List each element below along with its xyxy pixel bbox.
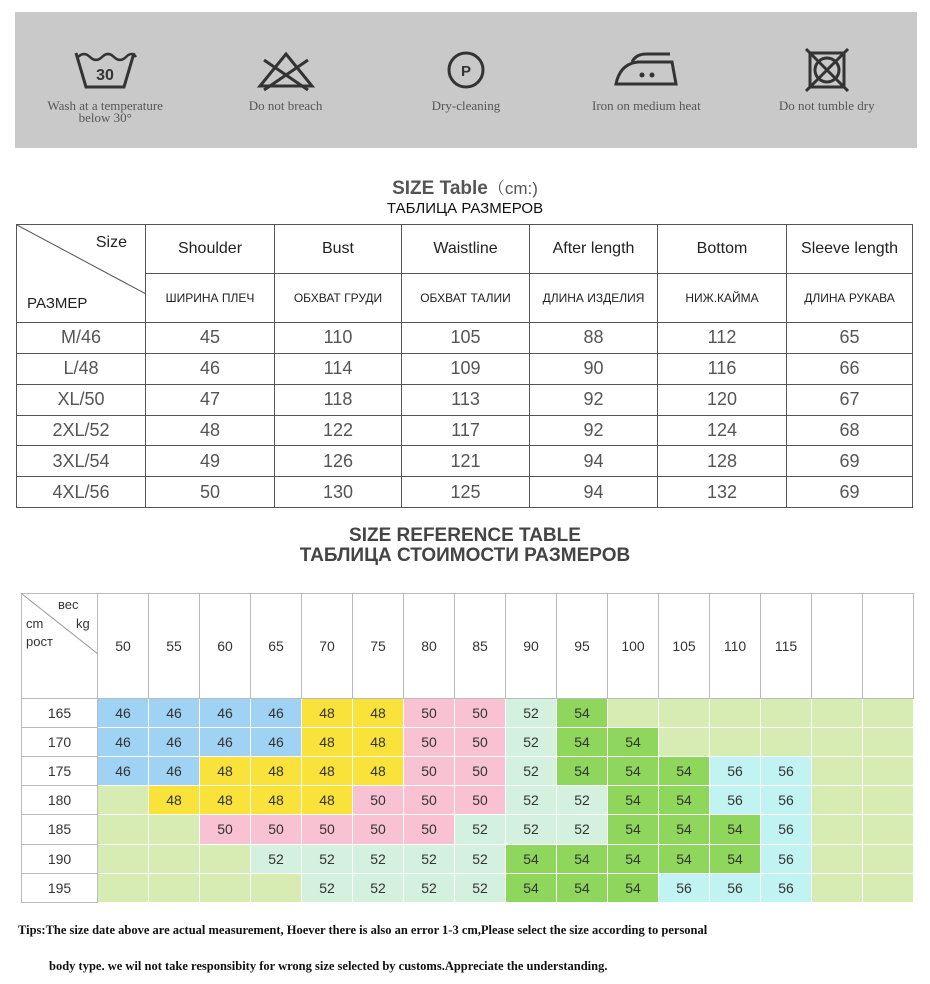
weight-header [863, 594, 914, 699]
reference-size-cell [98, 815, 149, 844]
reference-size-cell: 48 [200, 757, 251, 786]
wash-30-icon [20, 42, 190, 98]
height-header: 195 [22, 873, 98, 902]
reference-row [22, 757, 914, 786]
reference-size-cell: 54 [659, 815, 710, 844]
reference-size-cell: 54 [608, 815, 659, 844]
reference-size-cell [863, 757, 914, 786]
reference-size-cell: 50 [353, 786, 404, 815]
reference-size-cell: 52 [404, 873, 455, 902]
col-header-en: After length [530, 225, 658, 274]
reference-size-cell: 48 [302, 727, 353, 756]
tips-line-1: The size date above are actual measurement, Hoever there is also an error 1-3 cm,Please select the size according to personal [45, 923, 708, 937]
reference-size-cell: 52 [506, 727, 557, 756]
reference-size-cell: 54 [557, 844, 608, 873]
measurement-cell: 67 [787, 384, 913, 415]
col-header-ru: ДЛИНА РУКАВА [787, 274, 913, 323]
measurement-cell: 69 [787, 477, 913, 508]
reference-size-cell: 50 [455, 757, 506, 786]
reference-corner [22, 594, 98, 699]
reference-size-cell: 46 [149, 698, 200, 727]
reference-row [22, 873, 914, 902]
reference-size-cell: 56 [761, 757, 812, 786]
measurement-cell: 66 [787, 353, 913, 384]
reference-size-cell: 52 [557, 815, 608, 844]
reference-size-cell: 50 [404, 815, 455, 844]
measurement-cell: 114 [275, 353, 402, 384]
reference-size-cell: 54 [659, 757, 710, 786]
weight-header: 65 [251, 594, 302, 699]
size-cell: 4XL/56 [17, 477, 146, 508]
measurement-cell: 45 [146, 323, 275, 354]
reference-size-cell: 54 [608, 873, 659, 902]
weight-header: 105 [659, 594, 710, 699]
reference-size-cell: 54 [557, 873, 608, 902]
measurement-cell: 92 [530, 415, 658, 446]
reference-table-title [0, 526, 930, 566]
corner-size-label-ru: РАЗМЕР [27, 295, 88, 313]
care-item-bleach [201, 12, 371, 112]
care-item-tumble [742, 12, 912, 112]
reference-size-cell [863, 698, 914, 727]
weight-header: 110 [710, 594, 761, 699]
reference-size-cell: 46 [98, 698, 149, 727]
reference-size-cell: 50 [404, 698, 455, 727]
care-item-dry-clean [381, 12, 551, 112]
reference-size-cell [761, 698, 812, 727]
reference-size-cell: 50 [251, 815, 302, 844]
col-header-ru: ДЛИНА ИЗДЕЛИЯ [530, 274, 658, 323]
col-header-ru: ШИРИНА ПЛЕЧ [146, 274, 275, 323]
size-table-subtitle: ТАБЛИЦА РАЗМЕРОВ [386, 200, 544, 217]
measurement-cell: 124 [658, 415, 787, 446]
size-cell: M/46 [17, 323, 146, 354]
reference-size-cell [251, 873, 302, 902]
reference-size-cell: 54 [557, 698, 608, 727]
reference-size-cell: 56 [710, 873, 761, 902]
dry-clean-icon [381, 42, 551, 98]
reference-size-cell: 54 [557, 757, 608, 786]
reference-size-cell: 46 [98, 757, 149, 786]
size-table [16, 224, 913, 508]
reference-size-cell: 54 [608, 727, 659, 756]
size-cell: 2XL/52 [17, 415, 146, 446]
weight-header: 100 [608, 594, 659, 699]
reference-size-cell: 52 [455, 844, 506, 873]
reference-size-cell: 56 [710, 757, 761, 786]
reference-size-cell: 52 [557, 786, 608, 815]
reference-size-cell: 52 [404, 844, 455, 873]
reference-size-cell: 52 [302, 844, 353, 873]
size-row [17, 415, 913, 446]
reference-size-cell: 54 [710, 844, 761, 873]
iron-medium-icon [561, 42, 731, 98]
corner-cm: cm [26, 616, 44, 631]
height-header: 165 [22, 698, 98, 727]
reference-size-cell: 48 [302, 698, 353, 727]
care-label-tumble: Do not tumble dry [778, 98, 875, 113]
reference-size-cell: 48 [251, 757, 302, 786]
reference-size-cell [812, 815, 863, 844]
reference-size-cell: 50 [200, 815, 251, 844]
reference-row [22, 698, 914, 727]
col-header-en: Sleeve length [787, 225, 913, 274]
reference-size-cell: 52 [251, 844, 302, 873]
size-cell: L/48 [17, 353, 146, 384]
tips-note [18, 912, 923, 984]
reference-size-cell [863, 815, 914, 844]
measurement-cell: 121 [402, 446, 530, 477]
weight-header: 55 [149, 594, 200, 699]
reference-size-cell: 46 [149, 727, 200, 756]
reference-size-cell: 56 [761, 844, 812, 873]
care-label-iron: Iron on medium heat [592, 98, 701, 113]
reference-size-cell: 56 [659, 873, 710, 902]
reference-size-cell [659, 727, 710, 756]
reference-size-cell: 54 [608, 757, 659, 786]
reference-size-cell: 54 [659, 844, 710, 873]
reference-size-cell: 48 [251, 786, 302, 815]
measurement-cell: 109 [402, 353, 530, 384]
weight-header: 115 [761, 594, 812, 699]
reference-size-cell [98, 786, 149, 815]
reference-row [22, 815, 914, 844]
reference-size-cell [149, 873, 200, 902]
measurement-cell: 126 [275, 446, 402, 477]
measurement-cell: 88 [530, 323, 658, 354]
care-item-iron [561, 12, 731, 112]
size-cell: XL/50 [17, 384, 146, 415]
reference-size-cell [812, 727, 863, 756]
measurement-cell: 94 [530, 477, 658, 508]
reference-size-cell [98, 873, 149, 902]
measurement-cell: 112 [658, 323, 787, 354]
reference-size-cell: 52 [506, 815, 557, 844]
reference-title-ru: ТАБЛИЦА СТОИМОСТИ РАЗМЕРОВ [299, 545, 631, 566]
reference-size-cell [863, 786, 914, 815]
measurement-cell: 65 [787, 323, 913, 354]
weight-header: 90 [506, 594, 557, 699]
dry-clean-letter: P [460, 63, 471, 80]
size-cell: 3XL/54 [17, 446, 146, 477]
reference-size-cell: 54 [659, 786, 710, 815]
reference-size-cell: 46 [251, 727, 302, 756]
reference-size-cell: 54 [506, 844, 557, 873]
height-header: 175 [22, 757, 98, 786]
reference-size-cell: 50 [404, 727, 455, 756]
measurement-cell: 120 [658, 384, 787, 415]
size-table-title [0, 174, 930, 200]
measurement-cell: 90 [530, 353, 658, 384]
col-header-ru: НИЖ.КАЙМА [658, 274, 787, 323]
reference-size-cell: 46 [149, 757, 200, 786]
weight-header: 85 [455, 594, 506, 699]
size-table-corner [17, 225, 146, 323]
measurement-cell: 118 [275, 384, 402, 415]
reference-size-cell: 56 [761, 815, 812, 844]
measurement-cell: 116 [658, 353, 787, 384]
measurement-cell: 122 [275, 415, 402, 446]
no-tumble-dry-icon [742, 42, 912, 98]
reference-size-cell [98, 844, 149, 873]
size-row [17, 353, 913, 384]
reference-size-cell: 48 [353, 698, 404, 727]
reference-size-cell [863, 844, 914, 873]
reference-size-cell: 56 [761, 873, 812, 902]
col-header-ru: ОБХВАТ ТАЛИИ [402, 274, 530, 323]
reference-size-cell: 52 [302, 873, 353, 902]
weight-header: 60 [200, 594, 251, 699]
reference-size-cell: 46 [251, 698, 302, 727]
corner-kg: kg [76, 616, 90, 631]
weight-header: 95 [557, 594, 608, 699]
reference-size-cell: 50 [353, 815, 404, 844]
reference-row [22, 727, 914, 756]
reference-size-cell [863, 727, 914, 756]
tips-line-2: body type. we wil not take responsibity for wrong size selected by customs.Appreciate the understanding. [49, 959, 608, 973]
reference-size-cell: 52 [506, 757, 557, 786]
reference-size-cell: 50 [455, 698, 506, 727]
size-reference-table [21, 593, 914, 903]
care-item-wash [20, 12, 190, 124]
reference-size-cell: 48 [149, 786, 200, 815]
reference-size-cell: 48 [200, 786, 251, 815]
reference-row [22, 786, 914, 815]
care-label-dry-clean: Dry-cleaning [431, 98, 501, 113]
measurement-cell: 117 [402, 415, 530, 446]
reference-size-cell [812, 786, 863, 815]
reference-size-cell: 50 [455, 786, 506, 815]
measurement-cell: 69 [787, 446, 913, 477]
reference-size-cell [149, 815, 200, 844]
col-header-en: Waistline [402, 225, 530, 274]
corner-height-ru: рост [26, 634, 53, 649]
reference-size-cell [149, 844, 200, 873]
size-row [17, 323, 913, 354]
reference-size-cell: 54 [608, 844, 659, 873]
measurement-cell: 94 [530, 446, 658, 477]
measurement-cell: 46 [146, 353, 275, 384]
reference-size-cell: 48 [353, 757, 404, 786]
size-table-unit: （cm:) [487, 179, 538, 198]
reference-size-cell: 48 [302, 757, 353, 786]
col-header-en: Bottom [658, 225, 787, 274]
reference-size-cell [710, 727, 761, 756]
reference-size-cell: 50 [404, 786, 455, 815]
reference-size-cell: 52 [455, 873, 506, 902]
size-row [17, 477, 913, 508]
reference-size-cell: 52 [455, 815, 506, 844]
reference-title-en: SIZE REFERENCE TABLE [349, 525, 581, 546]
height-header: 185 [22, 815, 98, 844]
reference-size-cell [761, 727, 812, 756]
reference-size-cell: 54 [506, 873, 557, 902]
measurement-cell: 110 [275, 323, 402, 354]
reference-size-cell [812, 844, 863, 873]
reference-size-cell: 56 [710, 786, 761, 815]
height-header: 170 [22, 727, 98, 756]
reference-size-cell [812, 757, 863, 786]
measurement-cell: 105 [402, 323, 530, 354]
measurement-cell: 48 [146, 415, 275, 446]
reference-size-cell [863, 873, 914, 902]
weight-header: 70 [302, 594, 353, 699]
measurement-cell: 130 [275, 477, 402, 508]
size-table-title-text: SIZE Table [392, 178, 488, 199]
size-row [17, 384, 913, 415]
col-header-en: Shoulder [146, 225, 275, 274]
reference-size-cell [200, 844, 251, 873]
corner-size-label: Size [95, 234, 127, 251]
reference-size-cell: 54 [710, 815, 761, 844]
reference-size-cell: 46 [200, 727, 251, 756]
reference-size-cell: 50 [455, 727, 506, 756]
tips-label: Tips: [18, 923, 46, 937]
measurement-cell: 113 [402, 384, 530, 415]
measurement-cell: 49 [146, 446, 275, 477]
measurement-cell: 68 [787, 415, 913, 446]
reference-size-cell: 48 [353, 727, 404, 756]
reference-size-cell [710, 698, 761, 727]
reference-size-cell: 52 [506, 786, 557, 815]
reference-size-cell: 50 [404, 757, 455, 786]
weight-header [812, 594, 863, 699]
col-header-en: Bust [275, 225, 402, 274]
col-header-ru: ОБХВАТ ГРУДИ [275, 274, 402, 323]
size-row [17, 446, 913, 477]
reference-size-cell: 46 [200, 698, 251, 727]
measurement-cell: 125 [402, 477, 530, 508]
no-bleach-icon [201, 42, 371, 98]
corner-weight-ru: вес [58, 597, 79, 612]
reference-size-cell [200, 873, 251, 902]
measurement-cell: 128 [658, 446, 787, 477]
reference-size-cell: 52 [353, 873, 404, 902]
reference-row [22, 844, 914, 873]
weight-header: 80 [404, 594, 455, 699]
measurement-cell: 47 [146, 384, 275, 415]
care-label-bleach: Do not breach [248, 98, 323, 113]
reference-size-cell: 56 [761, 786, 812, 815]
measurement-cell: 92 [530, 384, 658, 415]
reference-size-cell [659, 698, 710, 727]
reference-size-cell: 46 [98, 727, 149, 756]
reference-size-cell: 50 [302, 815, 353, 844]
reference-size-cell [608, 698, 659, 727]
height-header: 190 [22, 844, 98, 873]
reference-size-cell: 52 [506, 698, 557, 727]
reference-size-cell: 48 [302, 786, 353, 815]
reference-size-cell [812, 698, 863, 727]
reference-size-cell: 54 [608, 786, 659, 815]
measurement-cell: 50 [146, 477, 275, 508]
measurement-cell: 132 [658, 477, 787, 508]
wash-temperature-value: 30 [96, 67, 115, 84]
reference-size-cell: 54 [557, 727, 608, 756]
weight-header: 75 [353, 594, 404, 699]
reference-size-cell [812, 873, 863, 902]
height-header: 180 [22, 786, 98, 815]
care-instructions-banner [15, 12, 917, 148]
care-label-wash: Wash at a temperature below 30° [47, 98, 163, 125]
reference-size-cell: 52 [353, 844, 404, 873]
weight-header: 50 [98, 594, 149, 699]
